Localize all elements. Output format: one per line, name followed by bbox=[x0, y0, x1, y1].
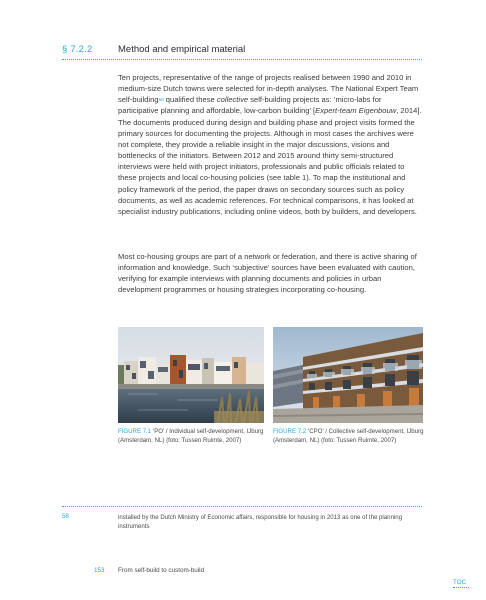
citation-author: Expert-team Eigenbouw bbox=[315, 106, 397, 116]
figure-7-2-caption bbox=[273, 427, 427, 445]
running-title: From self-build to custom-build bbox=[118, 567, 205, 574]
section-title: Method and empirical material bbox=[118, 44, 246, 55]
paragraph-2-text: Most co-housing groups are part of a network or federation, and there is active sharing of information and knowledge. Such ‘subjective’ sources have been evaluated with caution, verifying for example interviews with planning documents and policies in urban development programmes or housing strategies incorporating co-housing. bbox=[118, 252, 417, 295]
paragraph-1-part: self-building projects as: ‘micro-labs for participative planning and affordable, low-carbon building’ [ bbox=[118, 95, 382, 116]
body-paragraph-1 bbox=[118, 72, 424, 217]
paragraph-1-part: Ten projects, representative of the range of projects realised between 1990 and 2010 in medium-size Dutch towns were selected for in-depth analyses. The National Expert Team self-building bbox=[118, 73, 419, 105]
figure-label: FIGURE 7.2 bbox=[273, 428, 307, 435]
caption-text: ‘PO’ / Individual self-development, IJburg (Amsterdam, NL) (foto: Tussen Ruimte, 2007) bbox=[118, 428, 264, 444]
figure-7-1-photo bbox=[118, 327, 264, 423]
footnote-reference[interactable]: 58 bbox=[158, 97, 164, 103]
paragraph-1-part: , 2014]. The documents produced during design and building phase and project visits formed the primary sources for documenting the projects. Although in most cases the archives were not complete, they provide a reliable insight in the major discussions, visions and bottlenecks of the initiators. Between 2012 and 2015 around thirty semi-structured interviews were held with project initiators, professionals and public officials related to these projects and local co-housing policies (see table 1). To map the institutional and policy framework of the period, the paper draws on secondary sources such as policy documents, as well as academic references. For technical comparisons, it has looked at specialist industry publications, including online videos, both by builders, and developers. bbox=[118, 106, 422, 216]
paragraph-1-part: qualified these bbox=[163, 95, 217, 105]
caption-text: ‘CPO’ / Collective self-development, IJburg (Amsterdam, NL) (foto: Tussen Ruimte, 2007) bbox=[273, 428, 424, 444]
page-number: 153 bbox=[94, 567, 105, 574]
footnote-number: 58 bbox=[62, 513, 69, 520]
emphasis-text: collective bbox=[216, 95, 249, 105]
figure-7-1-caption bbox=[118, 427, 268, 445]
toc-underline bbox=[453, 587, 469, 588]
body-paragraph-2 bbox=[118, 251, 424, 296]
figure-7-2-photo bbox=[273, 327, 423, 423]
figure-label: FIGURE 7.1 bbox=[118, 428, 152, 435]
footnote-text: installed by the Dutch Ministry of Economic affairs, responsible for housing in 2013 as one of the planning instruments bbox=[118, 514, 403, 530]
toc-link[interactable]: TOC bbox=[453, 579, 467, 586]
section-divider bbox=[62, 59, 422, 60]
section-number: § 7.2.2 bbox=[62, 44, 93, 55]
footnote-divider bbox=[62, 506, 422, 507]
